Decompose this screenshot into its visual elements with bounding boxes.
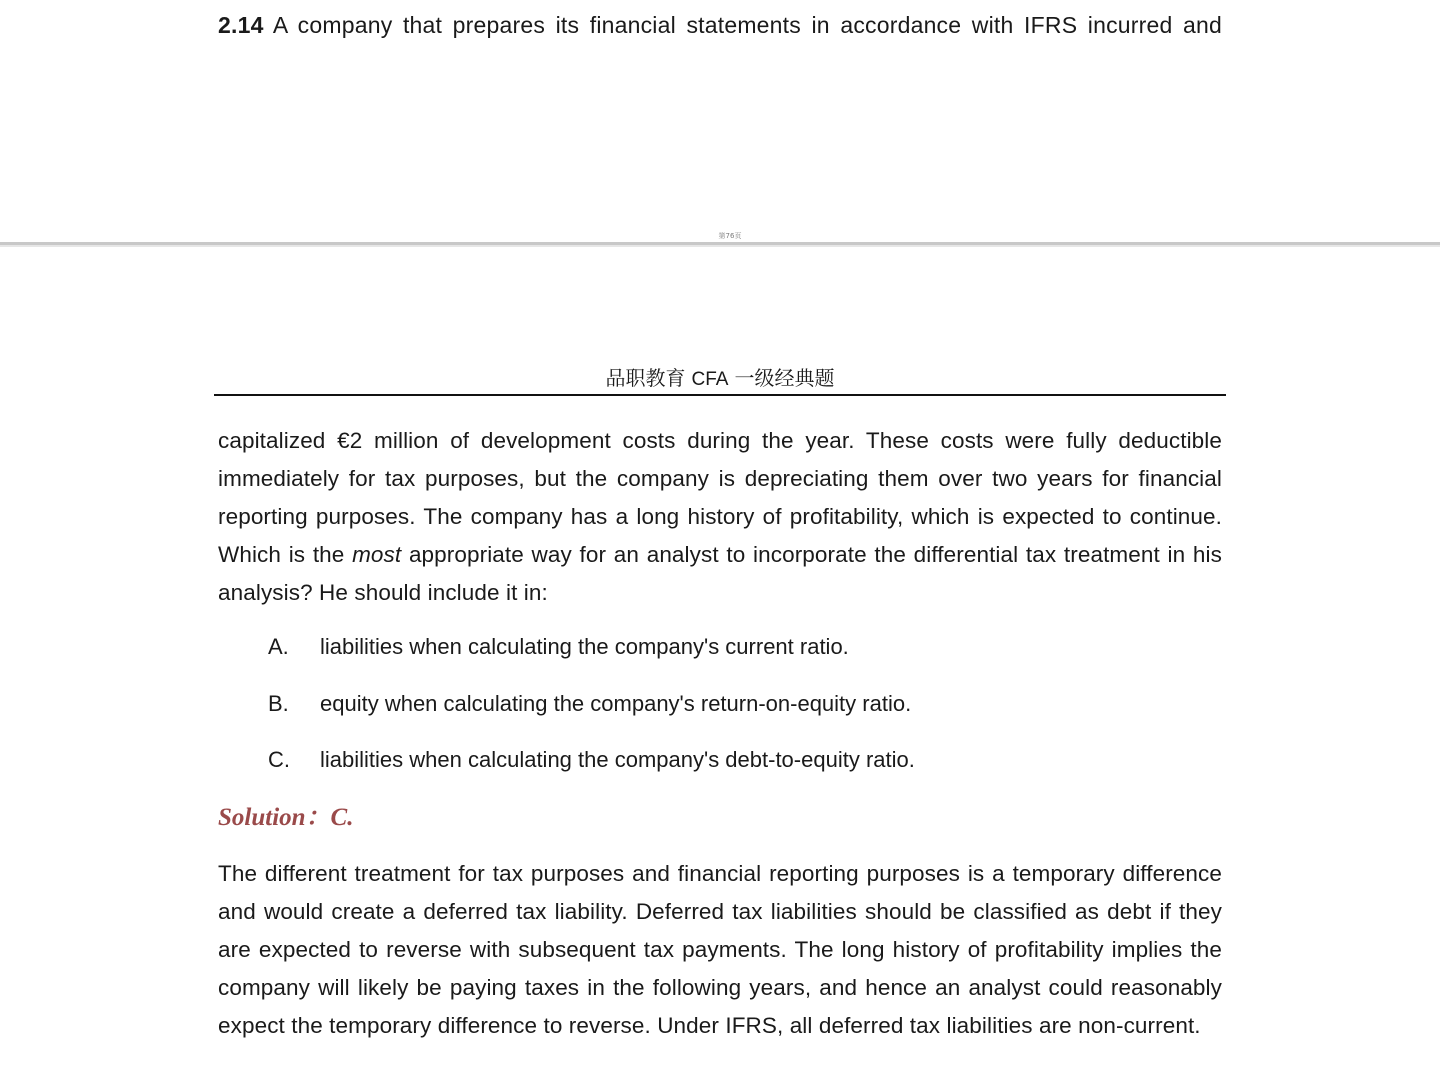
- option-c: [268, 744, 1168, 776]
- question-body-part-2: appropriate way for an analyst to incorporate the differential tax treatment in his analysis? He should include it in:: [218, 542, 1222, 605]
- option-letter: B.: [268, 691, 289, 716]
- option-text: equity when calculating the company's return-on-equity ratio.: [320, 691, 912, 716]
- option-letter: A.: [268, 634, 289, 659]
- question-first-line: [218, 8, 1222, 42]
- question-body: [218, 422, 1222, 612]
- page-previous: [0, 0, 1440, 242]
- page-current: [0, 247, 1440, 1080]
- solution-label: Solution：C.: [218, 804, 354, 831]
- option-letter: C.: [268, 747, 290, 772]
- question-number: 2.14: [218, 12, 264, 38]
- solution-explanation: The different treatment for tax purposes and financial reporting purposes is a temporary difference and would create a deferred tax liability. Deferred tax liabilities should be classified as debt if they are expected to reverse with subsequent tax payments. The long history of profitability implies the company will likely be paying taxes in the following years, and hence an analyst could reasonably expect the temporary difference to reverse. Under IFRS, all deferred tax liabilities are non-current.: [218, 861, 1222, 1038]
- option-a: [268, 631, 1168, 663]
- question-body-part-1: capitalized €2 million of development costs during the year. These costs were fully deductible immediately for tax purposes, but the company is depreciating them over two years for financial reporting purposes. The company has a long history of profitability, which is expected to continue. Which is the: [218, 428, 1222, 567]
- option-b: [268, 688, 1168, 720]
- option-text: liabilities when calculating the company's current ratio.: [320, 634, 849, 659]
- running-header: [214, 364, 1226, 394]
- header-brand: 品职教育: [605, 366, 686, 390]
- page-number-indicator: 第76页: [718, 232, 742, 240]
- question-first-line-text: A company that prepares its financial statements in accordance with IFRS incurred and: [272, 12, 1222, 38]
- header-exam: CFA: [691, 369, 729, 390]
- option-text: liabilities when calculating the company's debt-to-equity ratio.: [320, 747, 915, 772]
- header-rule: [214, 394, 1226, 396]
- header-subtitle: 一级经典题: [734, 366, 835, 390]
- question-emphasis: most: [352, 542, 402, 567]
